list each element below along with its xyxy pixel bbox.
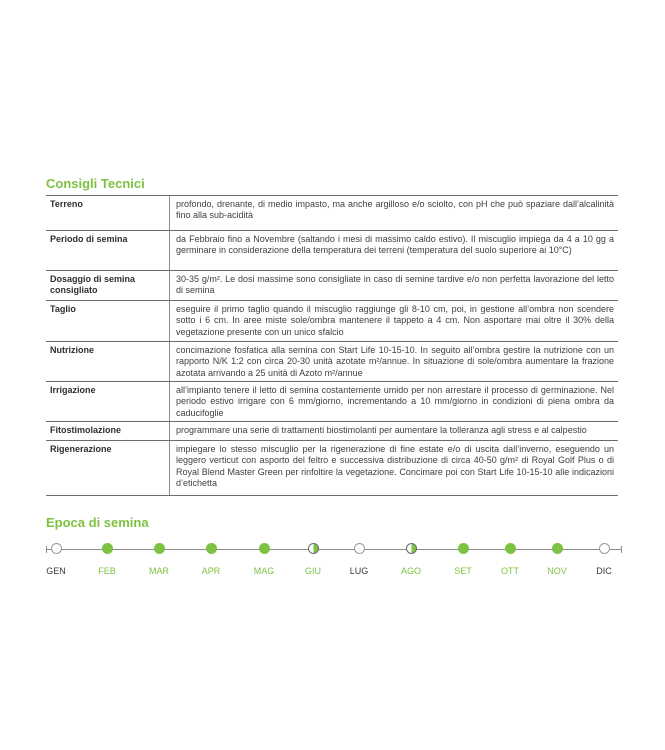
month-label: FEB [98, 566, 116, 576]
month-half-circle-icon [406, 543, 417, 554]
month-label: APR [201, 566, 221, 576]
month-marker [443, 540, 483, 576]
month-label: DIC [596, 566, 612, 576]
sowing-timeline [46, 540, 622, 580]
month-full-circle-icon [206, 543, 217, 554]
month-full-circle-icon [102, 543, 113, 554]
month-empty-circle-icon [599, 543, 610, 554]
row-text: impiegare lo stesso miscuglio per la rigenerazione di fine estate e/o di uscita dall’inverno, eseguendo un leggero verticut con asporto del feltro e successiva distribuzione di circa 40-50 g/m² di Royal Golf Plus o di Royal Blend Master Green per rinfoltire la vegetazione. Concimare poi con Start Life 10-15-10 alle indicazioni d’etichetta [176, 444, 614, 489]
row-text: da Febbraio fino a Novembre (saltando i mesi di massimo caldo estivo). Il miscuglio impiega da 4 a 10 gg a germinare in considerazione della temperatura dei terreni (temperatura del suolo superiore ai 10°C) [176, 234, 614, 256]
month-label: NOV [547, 566, 567, 576]
row-text: profondo, drenante, di medio impasto, ma anche argilloso e/o sciolto, con pH che può spaziare dall’alcalinità fino alla sub-acidità [176, 199, 614, 221]
month-label: GEN [46, 566, 66, 576]
table-row-periodo [46, 230, 618, 270]
timeline-line [46, 549, 622, 550]
month-label: GIU [304, 566, 321, 576]
table-row-taglio [46, 300, 618, 341]
table-row-fitostimolazione [46, 421, 618, 440]
epoca-di-semina-title: Epoca di semina [46, 515, 149, 530]
table-row-irrigazione [46, 381, 618, 421]
row-text: all’impianto tenere il letto di semina costantemente umido per non arrestare il processo di germinazione. Nel periodo estivo irrigare con 6 mm/giorno, incrementando a 10 mm/giorno in condizioni di piena ombra da caducifoglie [176, 385, 614, 418]
row-label: Dosaggio di semina consigliato [46, 271, 170, 300]
month-label: SET [454, 566, 472, 576]
month-full-circle-icon [458, 543, 469, 554]
month-full-circle-icon [259, 543, 270, 554]
month-marker [584, 540, 624, 576]
month-marker [139, 540, 179, 576]
consigli-table [46, 195, 618, 496]
row-label: Terreno [46, 196, 170, 230]
month-label: AGO [400, 566, 421, 576]
table-row-nutrizione [46, 341, 618, 381]
row-text: eseguire il primo taglio quando il miscuglio raggiunge gli 8-10 cm, poi, in gestione all’ombra non scendere sotto i 6 cm. In aree miste sole/ombra mantenere il tappeto a 4 cm. Non asportare mai oltre il 30% della vegetazione presente con un unico sfalcio [176, 304, 614, 337]
month-marker [244, 540, 284, 576]
row-label: Rigenerazione [46, 441, 170, 495]
month-empty-circle-icon [51, 543, 62, 554]
table-row-rigenerazione [46, 440, 618, 496]
month-label: MAG [253, 566, 275, 576]
month-marker [293, 540, 333, 576]
row-text: concimazione fosfatica alla semina con Start Life 10-15-10. In seguito all’ombra gestire la nutrizione con un rapporto N/K 1:2 con circa 20-30 unità azotate m²/annue. In situazione di sole/ombra aumentare la frazione azotata arrivando a 25 unità di Azoto m²/annue [176, 345, 614, 378]
month-label: OTT [501, 566, 519, 576]
table-row-terreno [46, 195, 618, 230]
month-label: LUG [349, 566, 369, 576]
month-marker [391, 540, 431, 576]
row-label: Nutrizione [46, 342, 170, 381]
month-marker [537, 540, 577, 576]
consigli-tecnici-title: Consigli Tecnici [46, 176, 145, 191]
month-full-circle-icon [505, 543, 516, 554]
row-label: Taglio [46, 301, 170, 341]
month-full-circle-icon [552, 543, 563, 554]
row-label: Irrigazione [46, 382, 170, 421]
row-label: Fitostimolazione [46, 422, 170, 440]
month-label: MAR [149, 566, 169, 576]
month-marker [87, 540, 127, 576]
month-full-circle-icon [154, 543, 165, 554]
table-row-dosaggio [46, 270, 618, 300]
month-marker [36, 540, 76, 576]
row-text: 30-35 g/m². Le dosi massime sono consigliate in caso di semine tardive e/o non perfetta lavorazione del letto di semina [176, 274, 614, 296]
month-marker [490, 540, 530, 576]
row-label: Periodo di semina [46, 231, 170, 270]
month-marker [191, 540, 231, 576]
row-text: programmare una serie di trattamenti biostimolanti per aumentare la tolleranza agli stress e al calpestio [176, 425, 587, 435]
month-half-circle-icon [308, 543, 319, 554]
month-marker [339, 540, 379, 576]
month-empty-circle-icon [354, 543, 365, 554]
